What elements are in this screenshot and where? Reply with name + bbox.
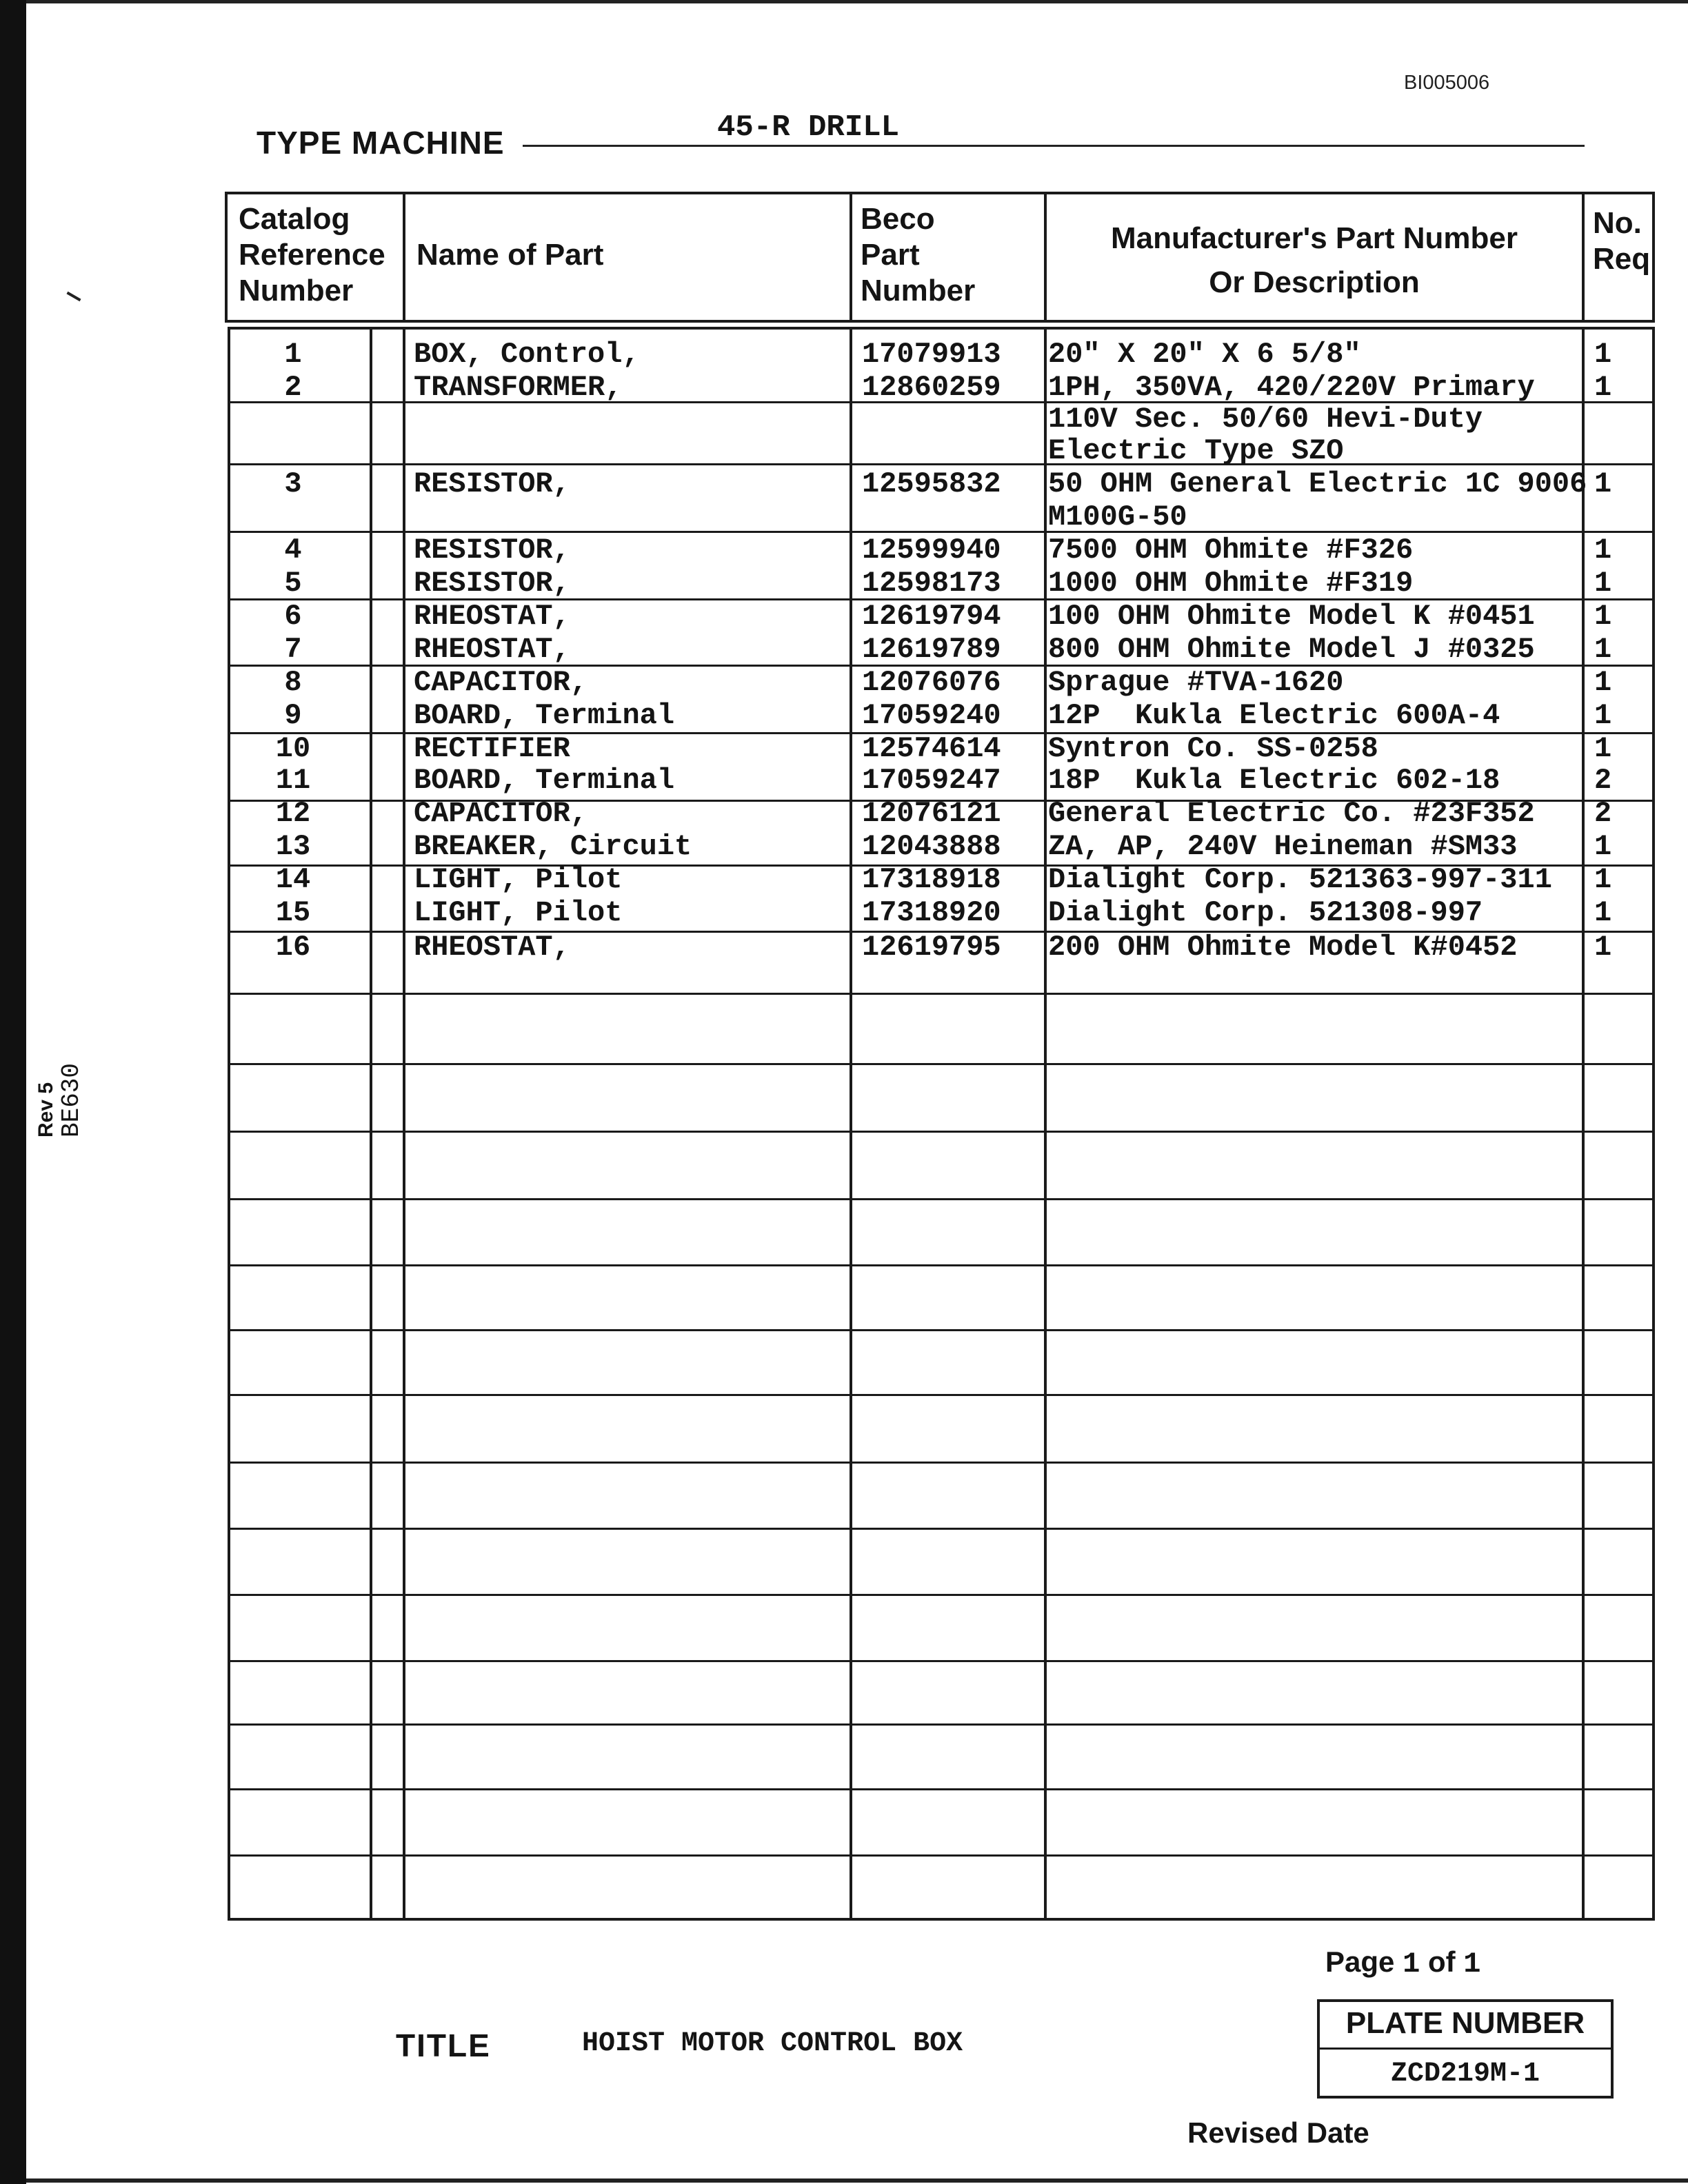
page-current: 1 — [1403, 1948, 1420, 1981]
row-quantity: 1 — [1594, 633, 1612, 666]
row-beco-part-number: 12860259 — [862, 371, 1001, 404]
row-beco-part-number: 12043888 — [862, 830, 1001, 863]
row-description: 110V Sec. 50/60 Hevi-Duty — [1048, 403, 1483, 436]
row-beco-part-number: 12595832 — [862, 467, 1001, 501]
row-quantity: 1 — [1594, 534, 1612, 567]
row-description: Dialight Corp. 521308-997 — [1048, 896, 1483, 929]
row-catalog-ref: 6 — [284, 600, 302, 633]
row-catalog-ref: 4 — [284, 534, 302, 567]
row-catalog-ref: 7 — [284, 633, 302, 666]
row-part-name: CAPACITOR, — [414, 797, 588, 830]
row-quantity: 1 — [1594, 896, 1612, 929]
row-part-name: RESISTOR, — [414, 467, 570, 501]
row-beco-part-number: 12574614 — [862, 732, 1001, 765]
row-description: 800 OHM Ohmite Model J #0325 — [1048, 633, 1535, 666]
row-catalog-ref: 3 — [284, 467, 302, 501]
header-name-of-part: Name of Part — [416, 238, 604, 272]
type-machine-underline — [523, 145, 1585, 147]
title-value: HOIST MOTOR CONTROL BOX — [582, 2028, 963, 2059]
row-part-name: BREAKER, Circuit — [414, 830, 692, 863]
header-catalog-reference: Catalog Reference Number — [239, 202, 385, 307]
row-description: M100G-50 — [1048, 501, 1187, 534]
type-machine-value: 45-R DRILL — [717, 110, 900, 145]
row-catalog-ref: 11 — [275, 764, 311, 797]
row-description: 12P Kukla Electric 600A-4 — [1048, 699, 1500, 732]
header-number-required: No. Req — [1593, 206, 1651, 276]
revised-date-label: Revised Date — [1187, 2116, 1369, 2149]
plate-number-label: PLATE NUMBER — [1345, 2006, 1585, 2040]
row-part-name: RECTIFIER — [414, 732, 570, 765]
row-description: General Electric Co. #23F352 — [1048, 797, 1535, 830]
row-quantity: 1 — [1594, 830, 1612, 863]
row-quantity: 1 — [1594, 863, 1612, 896]
row-catalog-ref: 12 — [275, 797, 311, 830]
row-part-name: RHEOSTAT, — [414, 600, 570, 633]
row-part-name: TRANSFORMER, — [414, 371, 623, 404]
row-beco-part-number: 17318918 — [862, 863, 1001, 896]
row-beco-part-number: 17059240 — [862, 699, 1001, 732]
row-description: Electric Type SZO — [1048, 434, 1344, 467]
row-quantity: 2 — [1594, 764, 1612, 797]
row-part-name: LIGHT, Pilot — [414, 863, 623, 896]
row-description: 200 OHM Ohmite Model K#0452 — [1048, 931, 1518, 964]
row-description: Syntron Co. SS-0258 — [1048, 732, 1378, 765]
row-description: 1PH, 350VA, 420/220V Primary — [1048, 371, 1535, 404]
row-beco-part-number: 12598173 — [862, 567, 1001, 600]
plate-number-box — [1317, 1999, 1614, 2099]
top-scan-edge — [26, 0, 1688, 3]
row-catalog-ref: 15 — [275, 896, 311, 929]
side-revision-note — [34, 972, 103, 1138]
row-catalog-ref: 16 — [275, 931, 311, 964]
side-note-rev: Rev 5 — [34, 1082, 57, 1138]
row-beco-part-number: 12619795 — [862, 931, 1001, 964]
row-description: 20" X 20" X 6 5/8" — [1048, 338, 1361, 371]
row-quantity: 1 — [1594, 467, 1612, 501]
row-beco-part-number: 12619794 — [862, 600, 1001, 633]
header-manufacturer-part-number: Manufacturer's Part Number Or Description — [1111, 221, 1518, 299]
header-beco-part-number: Beco Part Number — [861, 202, 976, 307]
bottom-scan-edge — [26, 2178, 1688, 2183]
row-part-name: LIGHT, Pilot — [414, 896, 623, 929]
row-quantity: 1 — [1594, 931, 1612, 964]
row-beco-part-number: 12076121 — [862, 797, 1001, 830]
row-quantity: 1 — [1594, 732, 1612, 765]
title-label: TITLE — [396, 2028, 491, 2063]
row-beco-part-number: 17079913 — [862, 338, 1001, 371]
row-catalog-ref: 5 — [284, 567, 302, 600]
left-scan-border — [0, 0, 26, 2184]
row-catalog-ref: 2 — [284, 371, 302, 404]
page-indicator — [1325, 1945, 1481, 1981]
page-label: Page — [1325, 1945, 1395, 1978]
row-beco-part-number: 12076076 — [862, 666, 1001, 699]
row-quantity: 1 — [1594, 699, 1612, 732]
scan-mark — [66, 292, 81, 301]
page-of: of — [1427, 1945, 1456, 1978]
row-quantity: 1 — [1594, 338, 1612, 371]
row-description: 1000 OHM Ohmite #F319 — [1048, 567, 1414, 600]
row-catalog-ref: 13 — [275, 830, 311, 863]
row-beco-part-number: 17318920 — [862, 896, 1001, 929]
row-beco-part-number: 12599940 — [862, 534, 1001, 567]
row-quantity: 1 — [1594, 567, 1612, 600]
row-description: 7500 OHM Ohmite #F326 — [1048, 534, 1414, 567]
row-description: 100 OHM Ohmite Model K #0451 — [1048, 600, 1535, 633]
row-description: Dialight Corp. 521363-997-311 — [1048, 863, 1552, 896]
row-part-name: BOARD, Terminal — [414, 699, 675, 732]
row-quantity: 1 — [1594, 371, 1612, 404]
row-catalog-ref: 1 — [284, 338, 302, 371]
row-catalog-ref: 10 — [275, 732, 311, 765]
document-id: BI005006 — [1404, 72, 1490, 94]
side-note-code: BE630 — [57, 1062, 86, 1138]
type-machine-label: TYPE MACHINE — [257, 125, 505, 161]
row-part-name: BOX, Control, — [414, 338, 640, 371]
row-description: Sprague #TVA-1620 — [1048, 666, 1344, 699]
plate-number-value: ZCD219M-1 — [1390, 2059, 1540, 2090]
row-quantity: 2 — [1594, 797, 1612, 830]
row-part-name: RESISTOR, — [414, 567, 570, 600]
row-beco-part-number: 12619789 — [862, 633, 1001, 666]
row-catalog-ref: 14 — [275, 863, 311, 896]
row-description: 50 OHM General Electric 1C 9006 — [1048, 467, 1587, 501]
row-quantity: 1 — [1594, 600, 1612, 633]
row-part-name: RHEOSTAT, — [414, 633, 570, 666]
row-catalog-ref: 9 — [284, 699, 302, 732]
row-beco-part-number: 17059247 — [862, 764, 1001, 797]
row-description: ZA, AP, 240V Heineman #SM33 — [1048, 830, 1518, 863]
row-catalog-ref: 8 — [284, 666, 302, 699]
row-part-name: CAPACITOR, — [414, 666, 588, 699]
row-description: 18P Kukla Electric 602-18 — [1048, 764, 1500, 797]
row-part-name: BOARD, Terminal — [414, 764, 675, 797]
row-part-name: RHEOSTAT, — [414, 931, 570, 964]
row-quantity: 1 — [1594, 666, 1612, 699]
page-total: 1 — [1463, 1948, 1481, 1981]
row-part-name: RESISTOR, — [414, 534, 570, 567]
